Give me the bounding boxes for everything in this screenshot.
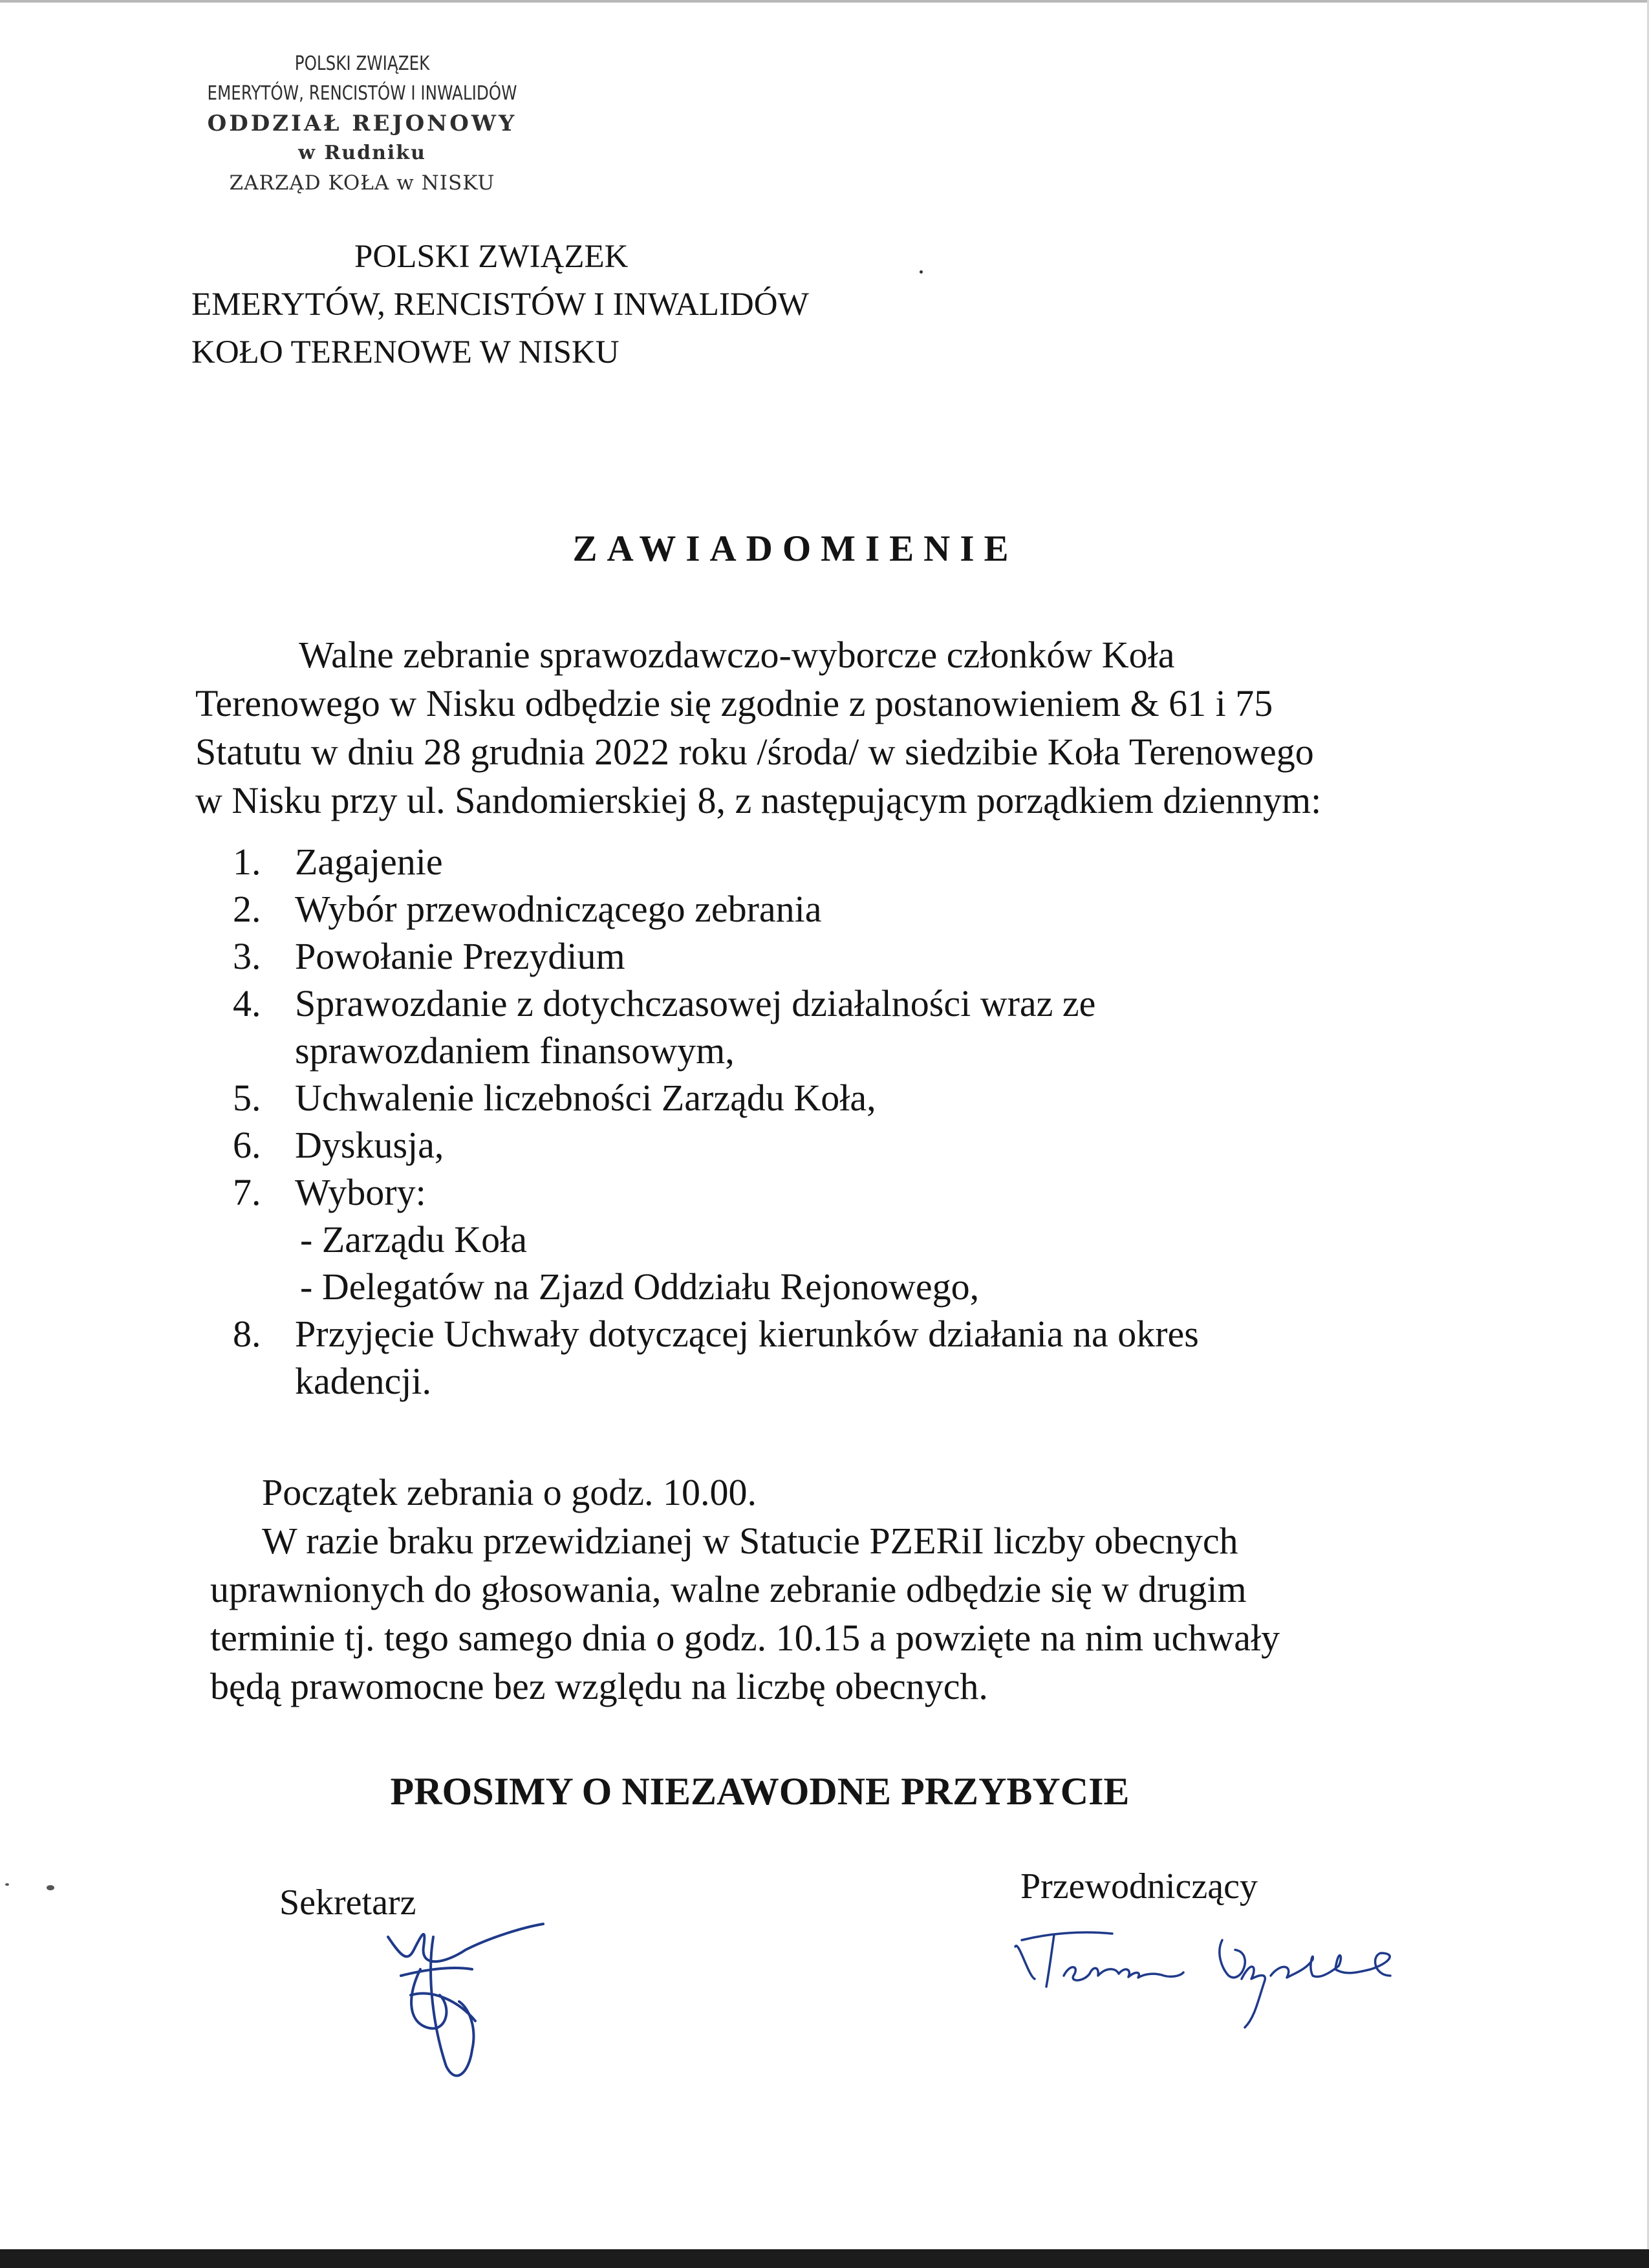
agenda-number: 1. (233, 841, 261, 883)
agenda-continuation: sprawozdaniem finansowym, (295, 1030, 735, 1072)
agenda-number: 6. (233, 1124, 261, 1166)
agenda-number: 3. (233, 935, 261, 977)
scan-edge-bottom (0, 2249, 1649, 2268)
letterhead (191, 233, 967, 376)
organization-stamp (162, 49, 563, 198)
attendance-request: PROSIMY O NIEZAWODNE PRZYBYCIE (390, 1770, 1130, 1813)
secretary-label: Sekretarz (279, 1883, 416, 1923)
closing-line: uprawnionych do głosowania, walne zebranie odbędzie się w drugim (210, 1568, 1247, 1610)
secretary-signature (362, 1898, 569, 2092)
agenda-number: 8. (233, 1313, 261, 1355)
agenda-text: Sprawozdanie z dotychczasowej działalności wraz ze (295, 982, 1096, 1024)
agenda-item (233, 1121, 1461, 1169)
agenda-subitem: - Delegatów na Zjazd Oddziału Rejonowego, (300, 1266, 980, 1308)
document-title: ZAWIADOMIENIE (572, 528, 1018, 569)
intro-line: Walne zebranie sprawozdawczo-wyborcze członków Koła (299, 634, 1175, 676)
agenda-continuation: kadencji. (295, 1360, 431, 1402)
scan-speck (5, 1883, 9, 1886)
scan-speck (47, 1885, 54, 1890)
scan-edge-top (0, 0, 1649, 3)
agenda-item (233, 1074, 1461, 1121)
agenda-number: 5. (233, 1077, 261, 1119)
intro-line: Statutu w dniu 28 grudnia 2022 roku /środa/ w siedzibie Koła Terenowego (195, 731, 1314, 773)
intro-line: Terenowego w Nisku odbędzie się zgodnie z postanowieniem & 61 i 75 (195, 682, 1273, 724)
closing-paragraph (210, 1468, 1503, 1711)
agenda-number: 7. (233, 1171, 261, 1213)
stamp-line: ZARZĄD KOŁA w NISKU (229, 171, 495, 195)
agenda-item (233, 838, 1461, 885)
letterhead-line: KOŁO TERENOWE W NISKU (191, 334, 620, 371)
agenda-text: Wybory: (295, 1171, 426, 1213)
agenda-number: 4. (233, 982, 261, 1024)
stamp-line: w Rudniku (298, 142, 426, 164)
agenda-item (233, 1310, 1461, 1357)
letterhead-line: POLSKI ZWIĄZEK (354, 239, 629, 275)
agenda-text: Dyskusja, (295, 1124, 444, 1166)
agenda-text: Powołanie Prezydium (295, 935, 625, 977)
scan-dot (920, 270, 923, 274)
closing-line: W razie braku przewidzianej w Statucie PZERiI liczby obecnych (262, 1520, 1238, 1562)
agenda-text: Wybór przewodniczącego zebrania (295, 888, 822, 930)
chairman-label: Przewodniczący (1020, 1866, 1258, 1906)
chairman-signature (1009, 1914, 1461, 2037)
agenda-item (233, 980, 1461, 1027)
intro-paragraph (195, 631, 1489, 825)
agenda-subitem: - Zarządu Koła (300, 1218, 528, 1260)
agenda-text: Przyjęcie Uchwały dotyczącej kierunków działania na okres (295, 1313, 1199, 1355)
agenda-item (233, 933, 1461, 980)
agenda-text: Zagajenie (295, 841, 443, 883)
intro-line: w Nisku przy ul. Sandomierskiej 8, z następującym porządkiem dziennym: (195, 779, 1322, 821)
stamp-line: POLSKI ZWIĄZEK (294, 52, 430, 75)
agenda-number: 2. (233, 888, 261, 930)
stamp-line: EMERYTÓW, RENCISTÓW I INWALIDÓW (207, 82, 517, 105)
agenda-text: Uchwalenie liczebności Zarządu Koła, (295, 1077, 876, 1119)
agenda-list (233, 838, 1461, 1405)
closing-line: będą prawomocne bez względu na liczbę obecnych. (210, 1665, 988, 1707)
closing-line: terminie tj. tego samego dnia o godz. 10.15 a powzięte na nim uchwały (210, 1617, 1280, 1659)
meeting-start-line: Początek zebrania o godz. 10.00. (262, 1471, 757, 1513)
stamp-line: ODDZIAŁ REJONOWY (207, 111, 517, 136)
letterhead-line: EMERYTÓW, RENCISTÓW I INWALIDÓW (191, 286, 809, 323)
agenda-item (233, 885, 1461, 933)
agenda-item (233, 1169, 1461, 1216)
